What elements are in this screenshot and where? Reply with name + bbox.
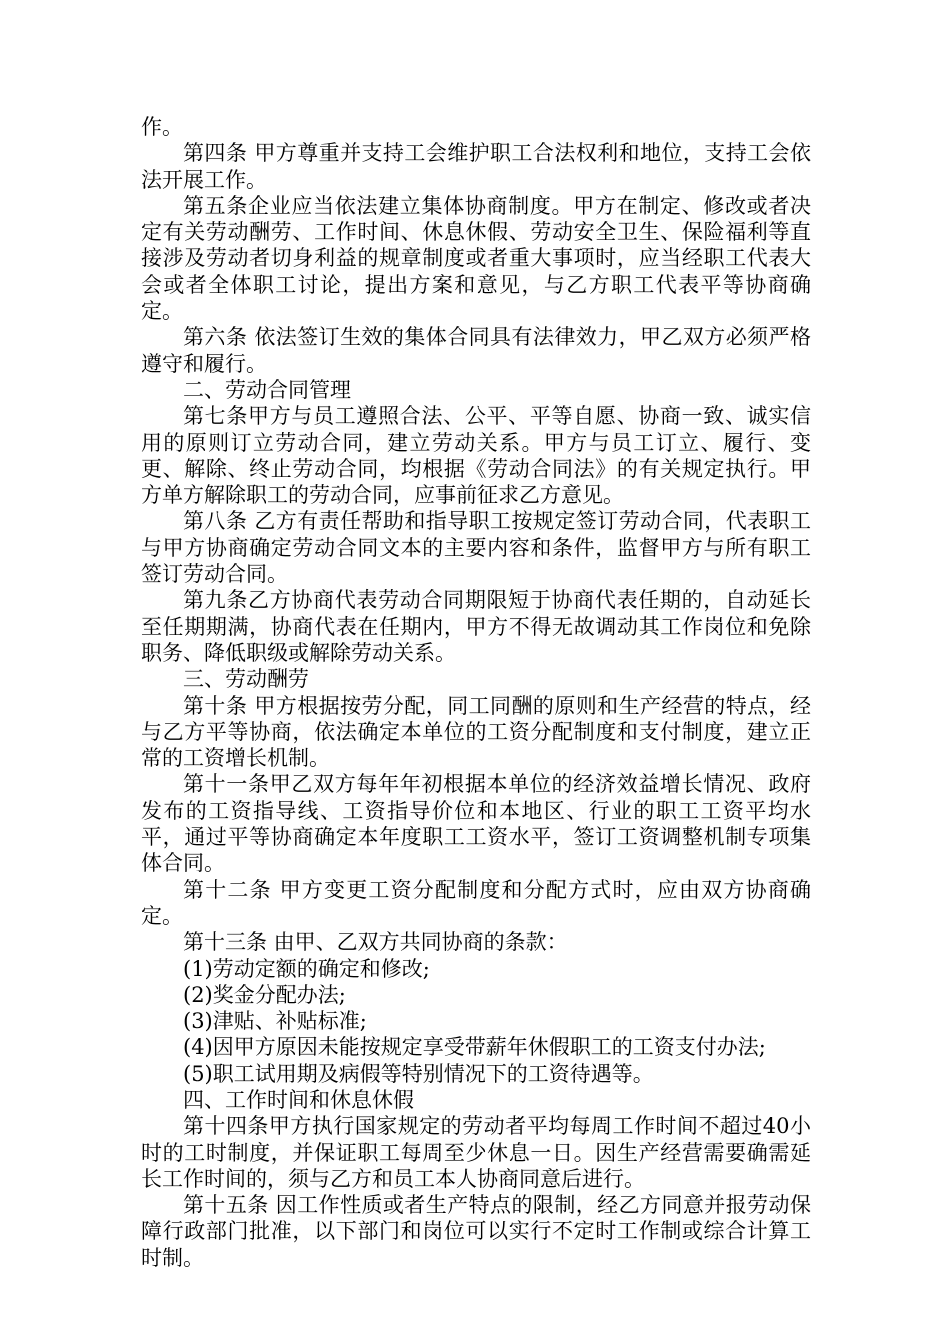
article-9: 第九条乙方协商代表劳动合同期限短于协商代表任期的，自动延长至任期期满，协商代表在任期内，甲方不得无故调动其工作岗位和免除职务、降低职级或解除劳动关系。 <box>141 588 811 665</box>
article-10: 第十条 甲方根据按劳分配，同工同酬的原则和生产经营的特点，经与乙方平等协商，依法确定本单位的工资分配制度和支付制度，建立正常的工资增长机制。 <box>141 693 811 771</box>
list-item: (1)劳动定额的确定和修改; <box>183 956 430 981</box>
article-4: 第四条 甲方尊重并支持工会维护职工合法权利和地位，支持工会依法开展工作。 <box>141 141 811 192</box>
article-14: 第十四条甲方执行国家规定的劳动者平均每周工作时间不超过40小时的工时制度，并保证职工每周至少休息一日。因生产经营需要确需延长工作时间的，须与乙方和员工本人协商同意后进行。 <box>141 1114 811 1191</box>
section-heading-remuneration: 三、劳动酬劳 <box>183 667 309 692</box>
list-item: (5)职工试用期及病假等特别情况下的工资待遇等。 <box>183 1061 654 1086</box>
article-7: 第七条甲方与员工遵照合法、公平、平等自愿、协商一致、诚实信用的原则订立劳动合同，建立劳动关系。甲方与员工订立、履行、变更、解除、终止劳动合同，均根据《劳动合同法》的有关规定执行。甲方单方解除职工的劳动合同，应事前征求乙方意见。 <box>141 404 811 508</box>
list-item: (3)津贴、补贴标准; <box>183 1009 367 1034</box>
article-11: 第十一条甲乙双方每年年初根据本单位的经济效益增长情况、政府发布的工资指导线、工资指导价位和本地区、行业的职工工资平均水平，通过平等协商确定本年度职工工资水平，签订工资调整机制专项集体合同。 <box>141 772 811 876</box>
list-item: (2)奖金分配办法; <box>183 982 346 1007</box>
article-13: 第十三条 由甲、乙双方共同协商的条款： <box>183 930 568 955</box>
list-item: (4)因甲方原因未能按规定享受带薪年休假职工的工资支付办法; <box>183 1035 766 1060</box>
article-8: 第八条 乙方有责任帮助和指导职工按规定签订劳动合同，代表职工与甲方协商确定劳动合同文本的主要内容和条件，监督甲方与所有职工签订劳动合同。 <box>141 509 811 587</box>
article-5: 第五条企业应当依法建立集体协商制度。甲方在制定、修改或者决定有关劳动酬劳、工作时间、休息休假、劳动安全卫生、保险福利等直接涉及劳动者切身利益的规章制度或者重大事项时，应当经职工代表大会或者全体职工讨论，提出方案和意见，与乙方职工代表平等协商确定。 <box>141 193 811 324</box>
section-heading-working-hours: 四、工作时间和休息休假 <box>183 1087 414 1112</box>
article-6: 第六条 依法签订生效的集体合同具有法律效力，甲乙双方必须严格遵守和履行。 <box>141 325 811 376</box>
article-15: 第十五条 因工作性质或者生产特点的限制，经乙方同意并报劳动保障行政部门批准，以下部门和岗位可以实行不定时工作制或综合计算工时制。 <box>141 1193 811 1270</box>
section-heading-labor-contract: 二、劳动合同管理 <box>183 377 351 402</box>
article-12: 第十二条 甲方变更工资分配制度和分配方式时，应由双方协商确定。 <box>141 877 811 928</box>
document-page <box>141 114 811 1271</box>
paragraph-continuation: 作。 <box>141 115 183 139</box>
